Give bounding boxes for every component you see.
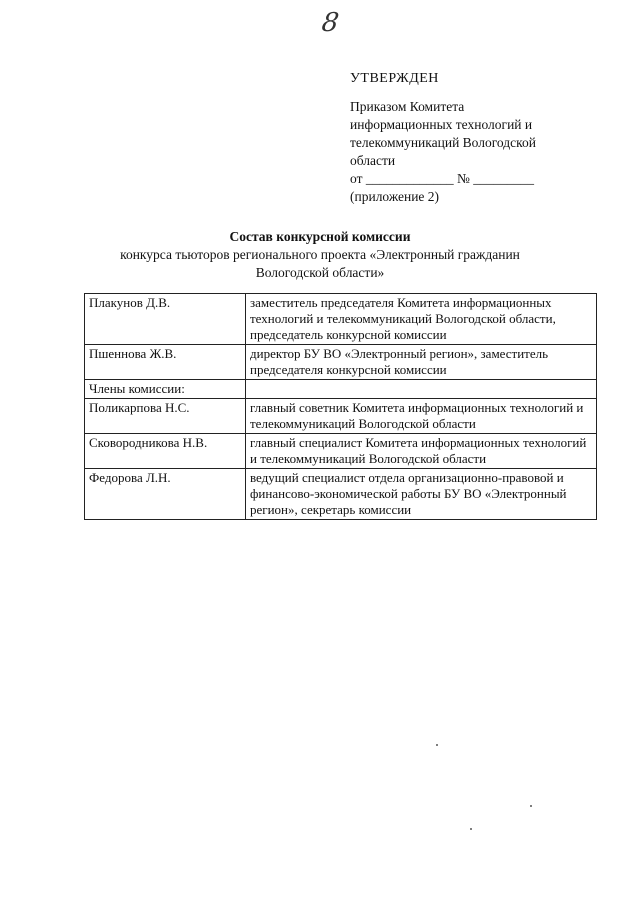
approval-line: телекоммуникаций Вологодской [350,135,537,150]
table-row [85,380,597,399]
approval-line: информационных технологий и [350,117,533,132]
document-heading [60,228,580,282]
member-role: заместитель председателя Комитета информационных технологий и телекоммуникаций Вологодской области, председатель конкурсной комиссии [246,294,597,345]
document-title: Состав конкурсной комиссии [229,229,411,244]
member-name: Поликарпова Н.С. [85,399,246,434]
table-row [85,469,597,520]
document-subtitle: Вологодской области» [255,265,385,280]
approval-date-number-line: от _____________ № _________ [350,171,534,186]
document-subtitle: конкурса тьюторов регионального проекта «Электронный гражданин [120,247,520,262]
member-role: директор БУ ВО «Электронный регион», заместитель председателя конкурсной комиссии [246,345,597,380]
table-row [85,399,597,434]
page-number: 8 [319,8,341,38]
approval-line: области [350,153,396,168]
approved-title: УТВЕРЖДЕН [350,71,439,86]
approval-line: Приказом Комитета [350,99,465,114]
approval-appendix: (приложение 2) [350,189,440,204]
member-role: главный специалист Комитета информационных технологий и телекоммуникаций Вологодской области [246,434,597,469]
table-row [85,434,597,469]
scan-speck [470,828,472,830]
member-name: Сковородникова Н.В. [85,434,246,469]
members-section-label: Члены комиссии: [85,380,246,399]
scan-speck [436,744,438,746]
commission-table [84,293,597,520]
table-row [85,294,597,345]
member-name: Плакунов Д.В. [85,294,246,345]
member-role: ведущий специалист отдела организационно-правовой и финансово-экономической работы БУ ВО «Электронный регион», секретарь комиссии [246,469,597,520]
member-role: главный советник Комитета информационных технологий и телекоммуникаций Вологодской области [246,399,597,434]
member-name: Пшеннова Ж.В. [85,345,246,380]
table-row [85,345,597,380]
scan-speck [530,805,532,807]
member-name: Федорова Л.Н. [85,469,246,520]
member-role [246,380,597,399]
approval-stamp [350,70,590,206]
